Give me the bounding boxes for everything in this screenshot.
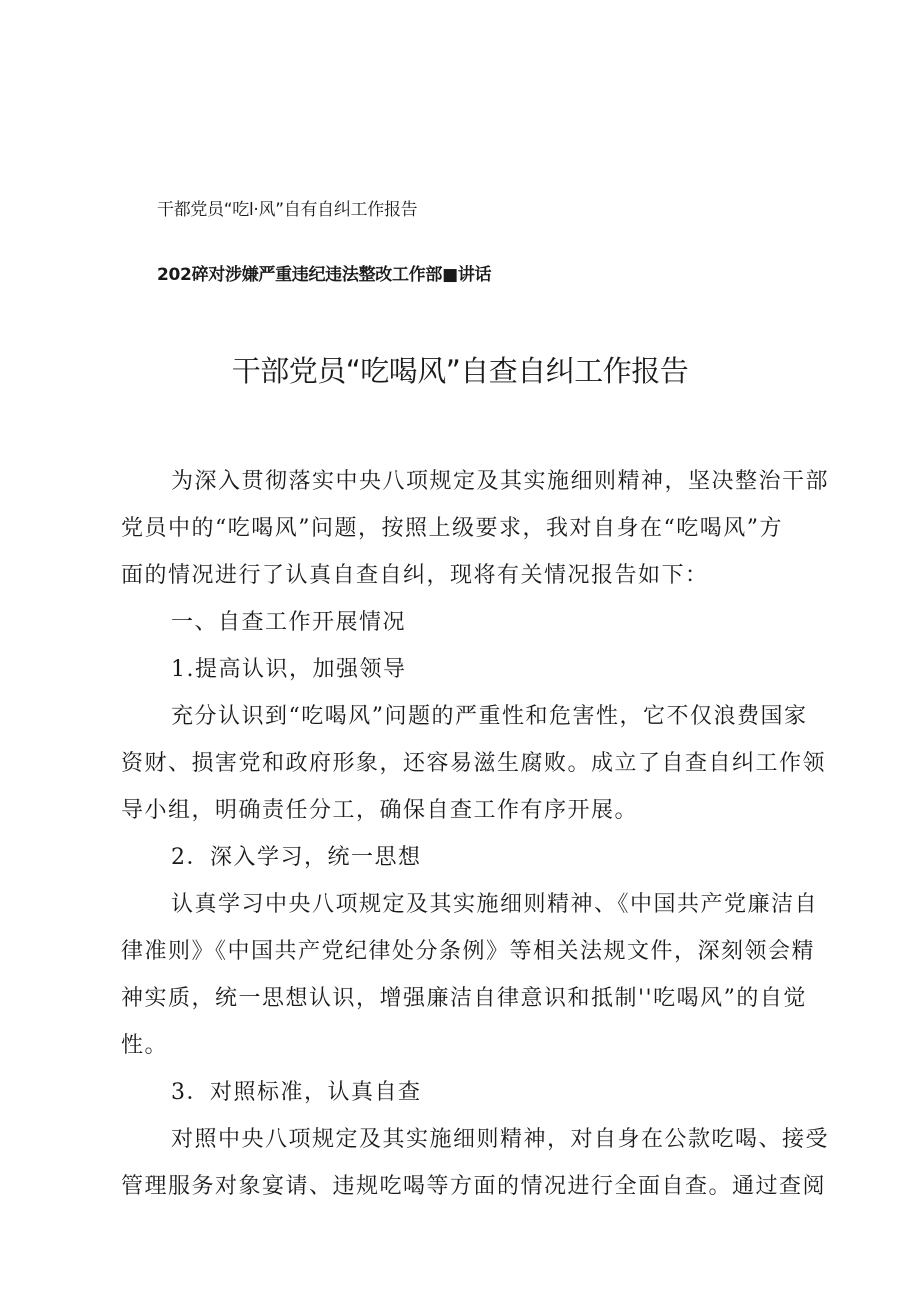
item1-paragraph-line: 导小组，明确责任分工，确保自查工作有序开展。	[121, 798, 639, 823]
item2-paragraph-line: 神实质，统一思想认识，增强廉洁自律意识和抵制''吃喝风”的自觉	[121, 986, 807, 1011]
item3-paragraph-line: 对照中央八项规定及其实施细则精神，对自身在公款吃喝、接受	[171, 1127, 830, 1152]
section-heading-1: 一、自查工作开展情况	[171, 610, 407, 635]
item-heading-1: 1.提高认识，加强领导	[171, 657, 407, 682]
item2-paragraph-line: 律准则》《中国共产党纪律处分条例》等相关法规文件，深刻领会精	[121, 939, 816, 964]
item2-paragraph-line: 性。	[121, 1033, 169, 1058]
item1-paragraph-line: 资财、损害党和政府形象，还容易滋生腐败。成立了自查自纠工作领	[121, 751, 827, 776]
intro-paragraph-line: 党员中的“吃喝风”问题，按照上级要求，我对自身在“吃喝风”方	[121, 516, 783, 541]
intro-paragraph-line: 面的情况进行了认真自查自纠，现将有关情况报告如下：	[121, 563, 709, 588]
toc-entry-self-check-report: 干都党员“吃l·风”自有自纠工作报告	[157, 200, 418, 220]
document-title: 干部党员“吃喝风”自查自纠工作报告	[231, 354, 689, 388]
item-heading-3: 3．对照标准，认真自查	[171, 1080, 422, 1105]
item1-paragraph-line: 充分认识到“吃喝风”问题的严重性和危害性，它不仅浪费国家	[171, 704, 808, 729]
toc-entry-rectification-speech: 202碎对涉嫌严重违纪违法整改工作部■讲话	[157, 265, 492, 285]
document-body	[121, 458, 830, 1210]
item-heading-2: 2．深入学习，统一思想	[171, 845, 422, 870]
intro-paragraph-line: 为深入贯彻落实中央八项规定及其实施细则精神，坚决整治干部	[171, 469, 830, 494]
item2-paragraph-line: 认真学习中央八项规定及其实施细则精神、《中国共产党廉洁自	[171, 892, 819, 917]
item3-paragraph-line: 管理服务对象宴请、违规吃喝等方面的情况进行全面自查。通过查阅	[121, 1174, 827, 1199]
